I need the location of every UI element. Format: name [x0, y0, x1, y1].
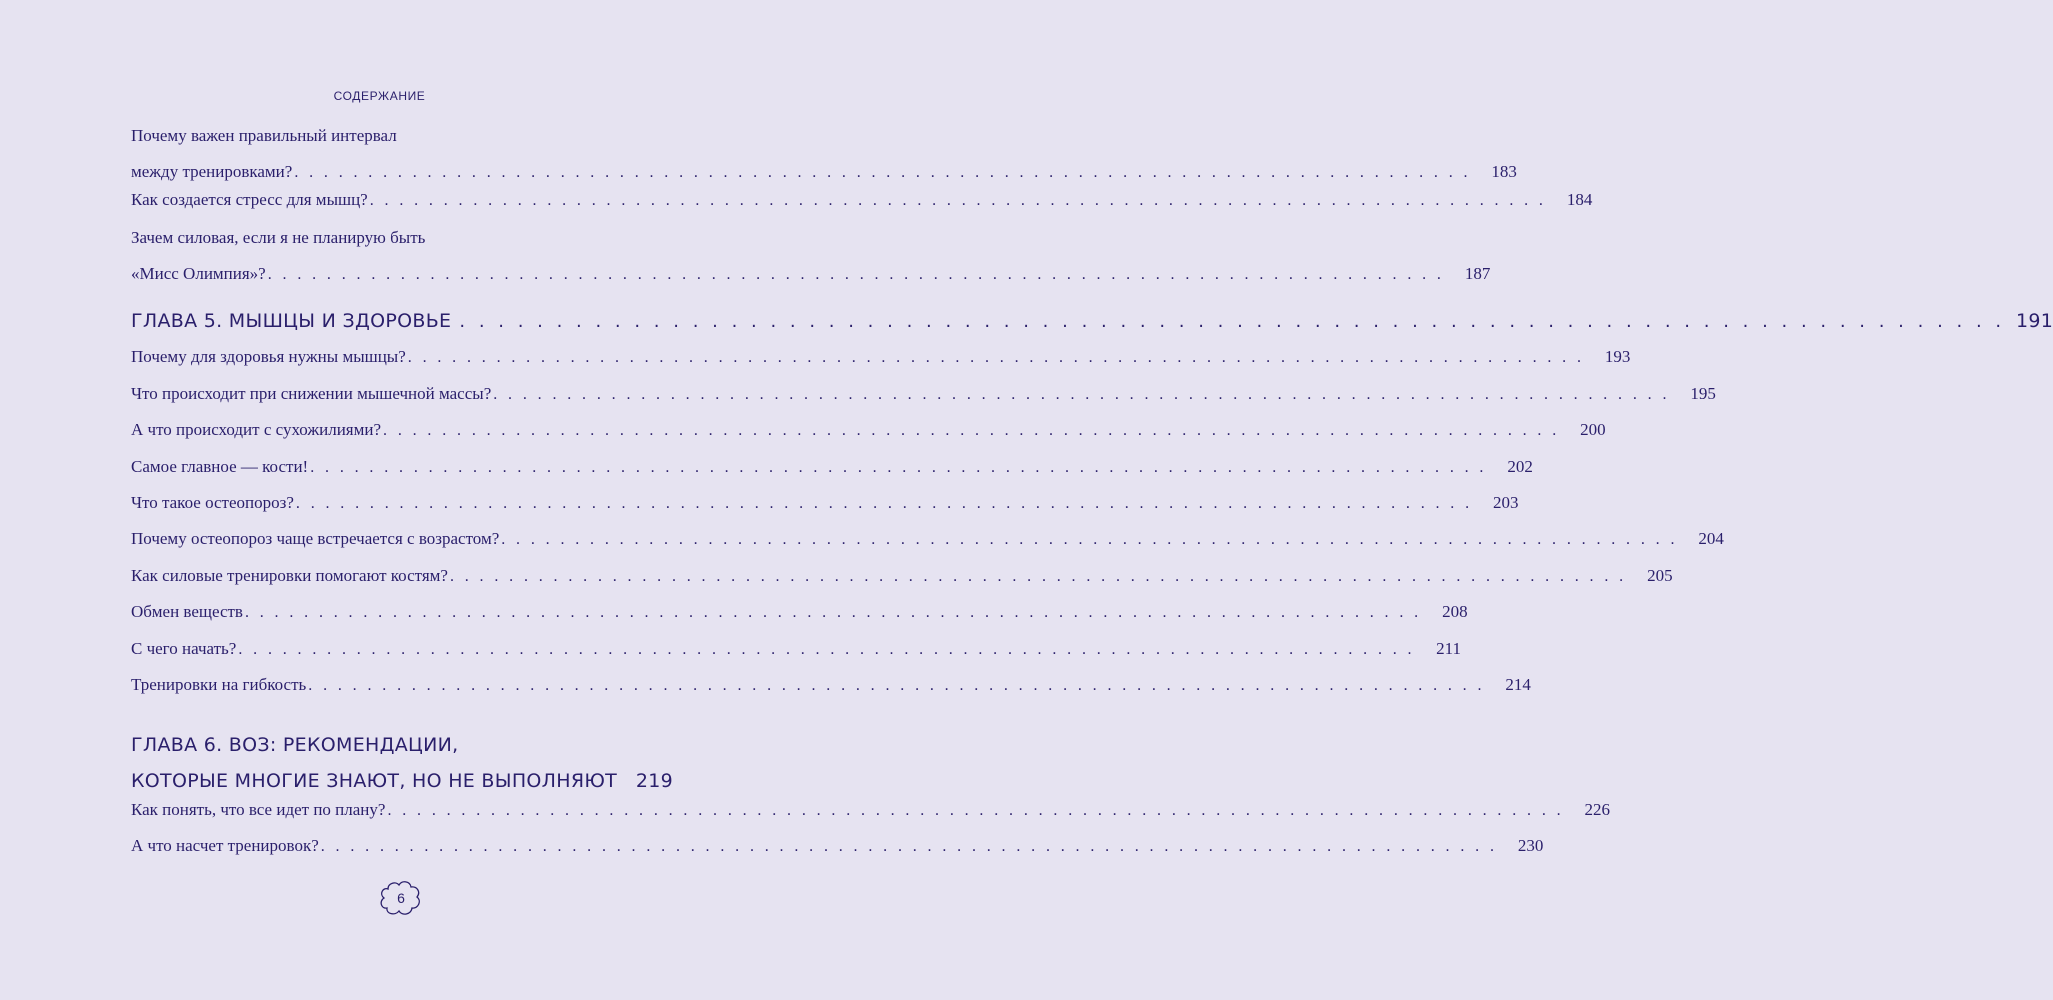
toc-entry[interactable] [131, 558, 1673, 594]
toc-entry-page: 183 [1491, 162, 1517, 181]
toc-entry[interactable] [131, 792, 1611, 828]
toc-entry[interactable] [131, 376, 1716, 412]
toc-entry[interactable] [131, 485, 1519, 521]
dot-leader: . . . . . . . . . . . . . . . . . . . . . . . . . . . . . . . . . . . . . . . . . . . . . . . . . . . . . . . . . . . . . . . . . . . . . . . . . . . . . . . . [407, 349, 1585, 366]
toc-entry-page: 202 [1507, 457, 1533, 476]
dot-leader: . . . . . . . . . . . . . . . . . . . . . . . . . . . . . . . . . . . . . . . . . . . . . . . . . . . . . . . . . . . . . . . . . . . . . . . . . . . . . . . . [369, 192, 1547, 209]
toc-entry-title: А что насчет тренировок? [131, 836, 319, 855]
toc-entry-title: Почему остеопороз чаще встречается с возрастом? [131, 529, 500, 548]
toc-entry[interactable] [131, 521, 1724, 557]
running-header: СОДЕРЖАНИЕ [333, 89, 426, 103]
toc-entry[interactable] [131, 594, 1468, 630]
toc-entry[interactable] [131, 182, 1593, 218]
toc-entry-page: 203 [1493, 493, 1519, 512]
dot-leader: . . . . . . . . . . . . . . . . . . . . . . . . . . . . . . . . . . . . . . . . . . . . . . . . . . . . . . . . . . . . . . . . . . . . . . . . . . . . . . . . [295, 495, 1473, 512]
toc-entry-page: 214 [1505, 675, 1531, 694]
toc-entry[interactable] [131, 412, 1606, 448]
toc-entry[interactable] [131, 631, 1461, 667]
toc-entry-page: 211 [1436, 639, 1461, 658]
dot-leader: . . . . . . . . . . . . . . . . . . . . . . . . . . . . . . . . . . . . . . . . . . . . . . . . . . . . . . . . . . . . . . . . . . . . . . . . . . . . . . . . [267, 266, 1445, 283]
toc-entry[interactable] [131, 449, 1533, 485]
toc-entry-title: Как создается стресс для мышц? [131, 190, 368, 209]
toc-entry-page: 226 [1584, 800, 1611, 819]
toc-entry-page: 187 [1464, 264, 1491, 283]
chapter-title: КОТОРЫЕ МНОГИЕ ЗНАЮТ, НО НЕ ВЫПОЛНЯЮТ [131, 770, 618, 792]
dot-leader: . . . . . . . . . . . . . . . . . . . . . . . . . . . . . . . . . . . . . . . . . . . . . . . . . . . . . . . . . . . . . . . . . . . . . . . . . . . . . . . . [320, 838, 1498, 855]
toc-entry[interactable] [131, 220, 1491, 292]
toc-entry-title: А что происходит с сухожилиями? [131, 420, 382, 439]
toc-entry-title-line1: Почему важен правильный интервал [131, 126, 397, 145]
chapter-page: 219 [635, 770, 674, 792]
toc-entry-title: «Мисс Олимпия»? [131, 264, 266, 283]
toc-entry-title: Как понять, что все идет по плану? [131, 800, 386, 819]
toc-entry-page: 208 [1442, 602, 1468, 621]
toc-entry-page: 204 [1698, 529, 1724, 548]
chapter-page: 191 [2015, 310, 2053, 332]
chapter-heading[interactable] [131, 303, 2053, 340]
toc-entry-page: 205 [1647, 566, 1673, 585]
dot-leader: . . . . . . . . . . . . . . . . . . . . . . . . . . . . . . . . . . . . . . . . . . . . . . . . . . . . . . . . . . . . . . . . . . . . . . . . . . . . . . . . [244, 604, 1422, 621]
toc-entry-page: 230 [1517, 836, 1544, 855]
toc-entry-page: 195 [1690, 384, 1716, 403]
toc-entry-title: Что такое остеопороз? [131, 493, 294, 512]
toc-entry[interactable] [131, 667, 1531, 703]
dot-leader: . . . . . . . . . . . . . . . . . . . . . . . . . . . . . . . . . . . . . . . . . . . . . . . . . . . . . . . . . . . . . . . . . . . . . . . . . . . . . . . . [459, 311, 2006, 332]
toc-entry-title: Почему для здоровья нужны мышцы? [131, 347, 406, 366]
toc-entry[interactable] [131, 118, 1517, 190]
toc-entry-title: Что происходит при снижении мышечной массы? [131, 384, 492, 403]
toc-entry-title: Обмен веществ [131, 602, 243, 621]
toc-entry-page: 193 [1604, 347, 1631, 366]
toc-entry-page: 184 [1566, 190, 1593, 209]
page-number: 6 [397, 890, 405, 906]
toc-entry-title: С чего начать? [131, 639, 237, 658]
dot-leader: . . . . . . . . . . . . . . . . . . . . . . . . . . . . . . . . . . . . . . . . . . . . . . . . . . . . . . . . . . . . . . . . . . . . . . . . . . . . . . . . [501, 531, 1678, 548]
dot-leader: . . . . . . . . . . . . . . . . . . . . . . . . . . . . . . . . . . . . . . . . . . . . . . . . . . . . . . . . . . . . . . . . . . . . . . . . . . . . . . . . [493, 386, 1670, 403]
page-number-badge [378, 879, 424, 917]
toc-entry[interactable] [131, 828, 1544, 864]
toc-entry-title: между тренировками? [131, 162, 293, 181]
dot-leader: . . . . . . . . . . . . . . . . . . . . . . . . . . . . . . . . . . . . . . . . . . . . . . . . . . . . . . . . . . . . . . . . . . . . . . . . . . . . . . . . [294, 164, 1471, 181]
toc-entry-title-line1: Зачем силовая, если я не планирую быть [131, 228, 426, 247]
toc-entry-title: Самое главное — кости! [131, 457, 309, 476]
dot-leader: . . . . . . . . . . . . . . . . . . . . . . . . . . . . . . . . . . . . . . . . . . . . . . . . . . . . . . . . . . . . . . . . . . . . . . . . . . . . . . . . [449, 568, 1627, 585]
dot-leader: . . . . . . . . . . . . . . . . . . . . . . . . . . . . . . . . . . . . . . . . . . . . . . . . . . . . . . . . . . . . . . . . . . . . . . . . . . . . . . . . [238, 641, 1415, 658]
toc-entry[interactable] [131, 339, 1631, 375]
chapter-title: ГЛАВА 5. МЫШЦЫ И ЗДОРОВЬЕ [131, 310, 452, 332]
dot-leader: . . . . . . . . . . . . . . . . . . . . . . . . . . . . . . . . . . . . . . . . . . . . . . . . . . . . . . . . . . . . . . . . . . . . . . . . . . . . . . . . [387, 802, 1565, 819]
dot-leader: . . . . . . . . . . . . . . . . . . . . . . . . . . . . . . . . . . . . . . . . . . . . . . . . . . . . . . . . . . . . . . . . . . . . . . . . . . . . . . . . [383, 422, 1560, 439]
chapter-title-line1: ГЛАВА 6. ВОЗ: РЕКОМЕНДАЦИИ, [131, 734, 459, 756]
chapter-heading[interactable] [131, 727, 672, 800]
toc-entry-title: Как силовые тренировки помогают костям? [131, 566, 448, 585]
dot-leader: . . . . . . . . . . . . . . . . . . . . . . . . . . . . . . . . . . . . . . . . . . . . . . . . . . . . . . . . . . . . . . . . . . . . . . . . . . . . . . . . [310, 459, 1487, 476]
toc-entry-page: 200 [1580, 420, 1606, 439]
dot-leader: . . . . . . . . . . . . . . . . . . . . . . . . . . . . . . . . . . . . . . . . . . . . . . . . . . . . . . . . . . . . . . . . . . . . . . . . . . . . . . . . [308, 677, 1485, 694]
toc-entry-title: Тренировки на гибкость [131, 675, 307, 694]
